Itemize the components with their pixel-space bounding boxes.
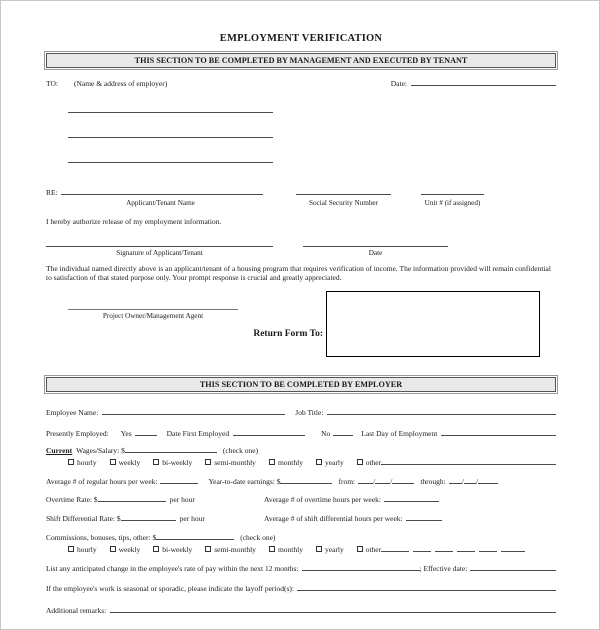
employer-section-header: THIS SECTION TO BE COMPLETED BY EMPLOYER [46,377,556,392]
checkbox-icon[interactable] [316,546,322,552]
other-frequency-blank-2a[interactable] [381,546,409,552]
pay-change-blank[interactable] [302,565,420,571]
shift-rate-label: Shift Differential Rate: $ [46,513,121,523]
checkbox-label: bi-weekly [162,544,193,554]
employer-address-line-3[interactable] [68,157,273,163]
checkbox-yearly-2[interactable] [316,545,344,554]
ssn-caption: Social Security Number [308,199,379,207]
date-slash: / [461,476,464,486]
checkbox-hourly-1[interactable] [68,458,97,467]
to-hint: (Name & address of employer) [73,79,168,88]
checkbox-monthly-2[interactable] [269,545,303,554]
other-frequency-blank-2d[interactable] [457,546,475,552]
ytd-earnings-label: Year-to-date earnings: $ [208,476,281,486]
checkbox-icon[interactable] [269,546,275,552]
avg-regular-hours-label: Average # of regular hours per week: [46,476,158,486]
signature-date-blank[interactable] [303,241,448,247]
checkbox-label: hourly [77,544,97,554]
last-day-label: Last Day of Employment [361,428,438,438]
date-slash: / [373,476,376,486]
overtime-rate-label: Overtime Rate: $ [46,494,98,504]
signature-date-caption: Date [368,249,383,257]
other-frequency-blank-1[interactable] [381,459,556,465]
seasonal-label: If the employee's work is seasonal or sporadic, please indicate the layoff period(s): [46,583,295,593]
per-hour-label-1: per hour [169,494,195,504]
from-day-blank[interactable] [375,476,393,486]
through-day-blank[interactable] [461,476,476,486]
check-one-label-1: (check one) [222,445,259,455]
unit-caption: Unit # (if assigned) [424,199,481,207]
checkbox-icon[interactable] [357,546,363,552]
checkbox-other-2[interactable] [357,545,381,554]
yes-blank[interactable] [135,430,157,436]
project-owner-caption: Project Owner/Management Agent [102,311,204,320]
no-blank[interactable] [333,430,353,436]
seasonal-blank[interactable] [297,585,556,591]
employer-address-line-1[interactable] [68,107,273,113]
confidentiality-paragraph: The individual named directly above is an applicant/tenant of a housing program that requires verification of income. The information provided will remain confidential to satisfaction of that stated purpose only. Your prompt response is crucial and greatly appreciated. [46,264,551,283]
unit-blank[interactable] [421,189,484,195]
additional-remarks-label: Additional remarks: [46,605,107,615]
job-title-label: Job Title: [295,407,324,417]
checkbox-icon[interactable] [205,459,211,465]
employer-address-line-2[interactable] [68,132,273,138]
from-label: from: [338,476,356,486]
checkbox-icon[interactable] [205,546,211,552]
checkbox-label: yearly [324,544,344,554]
project-owner-blank[interactable] [68,309,238,310]
checkbox-other-1[interactable] [357,458,381,467]
through-year-blank[interactable] [475,476,498,486]
checkbox-monthly-1[interactable] [269,458,303,467]
checkbox-yearly-1[interactable] [316,458,344,467]
checkbox-icon[interactable] [269,459,275,465]
checkbox-icon[interactable] [153,546,159,552]
employee-name-blank[interactable] [102,409,285,415]
checkbox-biweekly-1[interactable] [153,458,192,467]
ytd-earnings-blank[interactable] [280,478,332,484]
last-day-blank[interactable] [441,430,556,436]
avg-shift-label: Average # of shift differential hours per week: [264,513,403,523]
employee-name-label: Employee Name: [46,407,99,417]
pay-change-label: List any anticipated change in the employee's rate of pay within the next 12 months: [46,563,299,573]
checkbox-biweekly-2[interactable] [153,545,192,554]
date-slash: / [390,476,393,486]
shift-rate-blank[interactable] [121,515,176,521]
ssn-blank[interactable] [296,189,391,195]
other-frequency-blank-2c[interactable] [435,546,453,552]
per-hour-label-2: per hour [179,513,205,523]
yes-label: Yes [120,428,132,438]
from-month-blank[interactable] [358,476,376,486]
effective-date-blank[interactable] [470,565,556,571]
applicant-name-blank[interactable] [61,189,263,195]
form-title: EMPLOYMENT VERIFICATION [219,33,383,44]
avg-overtime-label: Average # of overtime hours per week: [264,494,381,504]
check-one-label-2: (check one) [240,532,276,542]
overtime-rate-blank[interactable] [98,496,166,502]
checkbox-icon[interactable] [68,546,74,552]
checkbox-label: monthly [277,457,303,467]
date-label: Date: [390,79,407,88]
date-slash: / [475,476,478,486]
checkbox-label: weekly [118,544,141,554]
effective-date-label: ; Effective date: [419,563,468,573]
avg-regular-hours-blank[interactable] [160,478,198,484]
checkbox-icon[interactable] [316,459,322,465]
checkbox-label: other [365,544,382,554]
checkbox-label: yearly [324,457,344,467]
checkbox-weekly-2[interactable] [110,545,141,554]
checkbox-semimonthly-1[interactable] [205,458,256,467]
avg-shift-blank[interactable] [406,515,442,521]
checkbox-icon[interactable] [153,459,159,465]
to-label: TO: [46,79,58,88]
tenant-section-header: THIS SECTION TO BE COMPLETED BY MANAGEMENT AND EXECUTED BY TENANT [46,53,556,68]
signature-caption: Signature of Applicant/Tenant [116,249,203,257]
date-first-employed-blank[interactable] [233,430,305,436]
presently-employed-label: Presently Employed: [46,428,109,438]
signature-blank[interactable] [46,241,273,247]
checkbox-label: semi-monthly [214,544,256,554]
other-frequency-blank-2b[interactable] [413,546,431,552]
checkbox-label: bi-weekly [162,457,193,467]
checkbox-semimonthly-2[interactable] [205,545,256,554]
checkbox-label: monthly [277,544,303,554]
checkbox-icon[interactable] [110,546,116,552]
return-form-label: Return Form To: [253,328,323,339]
no-label: No [321,428,331,438]
applicant-name-caption: Applicant/Tenant Name [126,199,195,207]
wages-blank[interactable] [125,447,217,453]
date-first-employed-label: Date First Employed [166,428,230,438]
checkbox-label: other [365,457,382,467]
commissions-label: Commissions, bonuses, tips, other: $ [46,532,157,542]
wages-salary-label: Wages/Salary: $ [76,445,125,455]
checkbox-label: hourly [77,457,97,467]
checkbox-hourly-2[interactable] [68,545,97,554]
avg-overtime-blank[interactable] [384,496,439,502]
other-frequency-blank-2f[interactable] [501,546,525,552]
re-label: RE: [46,188,58,197]
authorize-text: I hereby authorize release of my employment information. [46,217,222,226]
current-word: Current [46,445,73,455]
job-title-blank[interactable] [327,409,556,415]
date-blank[interactable] [411,80,556,86]
checkbox-icon[interactable] [110,459,116,465]
checkbox-label: weekly [118,457,141,467]
checkbox-weekly-1[interactable] [110,458,141,467]
through-month-blank[interactable] [449,478,462,484]
checkbox-icon[interactable] [357,459,363,465]
additional-remarks-blank[interactable] [110,607,556,613]
return-address-box[interactable] [326,291,540,357]
other-frequency-blank-2e[interactable] [479,546,497,552]
return-form-area [46,291,556,363]
through-label: through: [420,476,446,486]
commissions-blank[interactable] [156,534,234,540]
checkbox-icon[interactable] [68,459,74,465]
from-year-blank[interactable] [392,478,414,484]
checkbox-label: semi-monthly [214,457,256,467]
